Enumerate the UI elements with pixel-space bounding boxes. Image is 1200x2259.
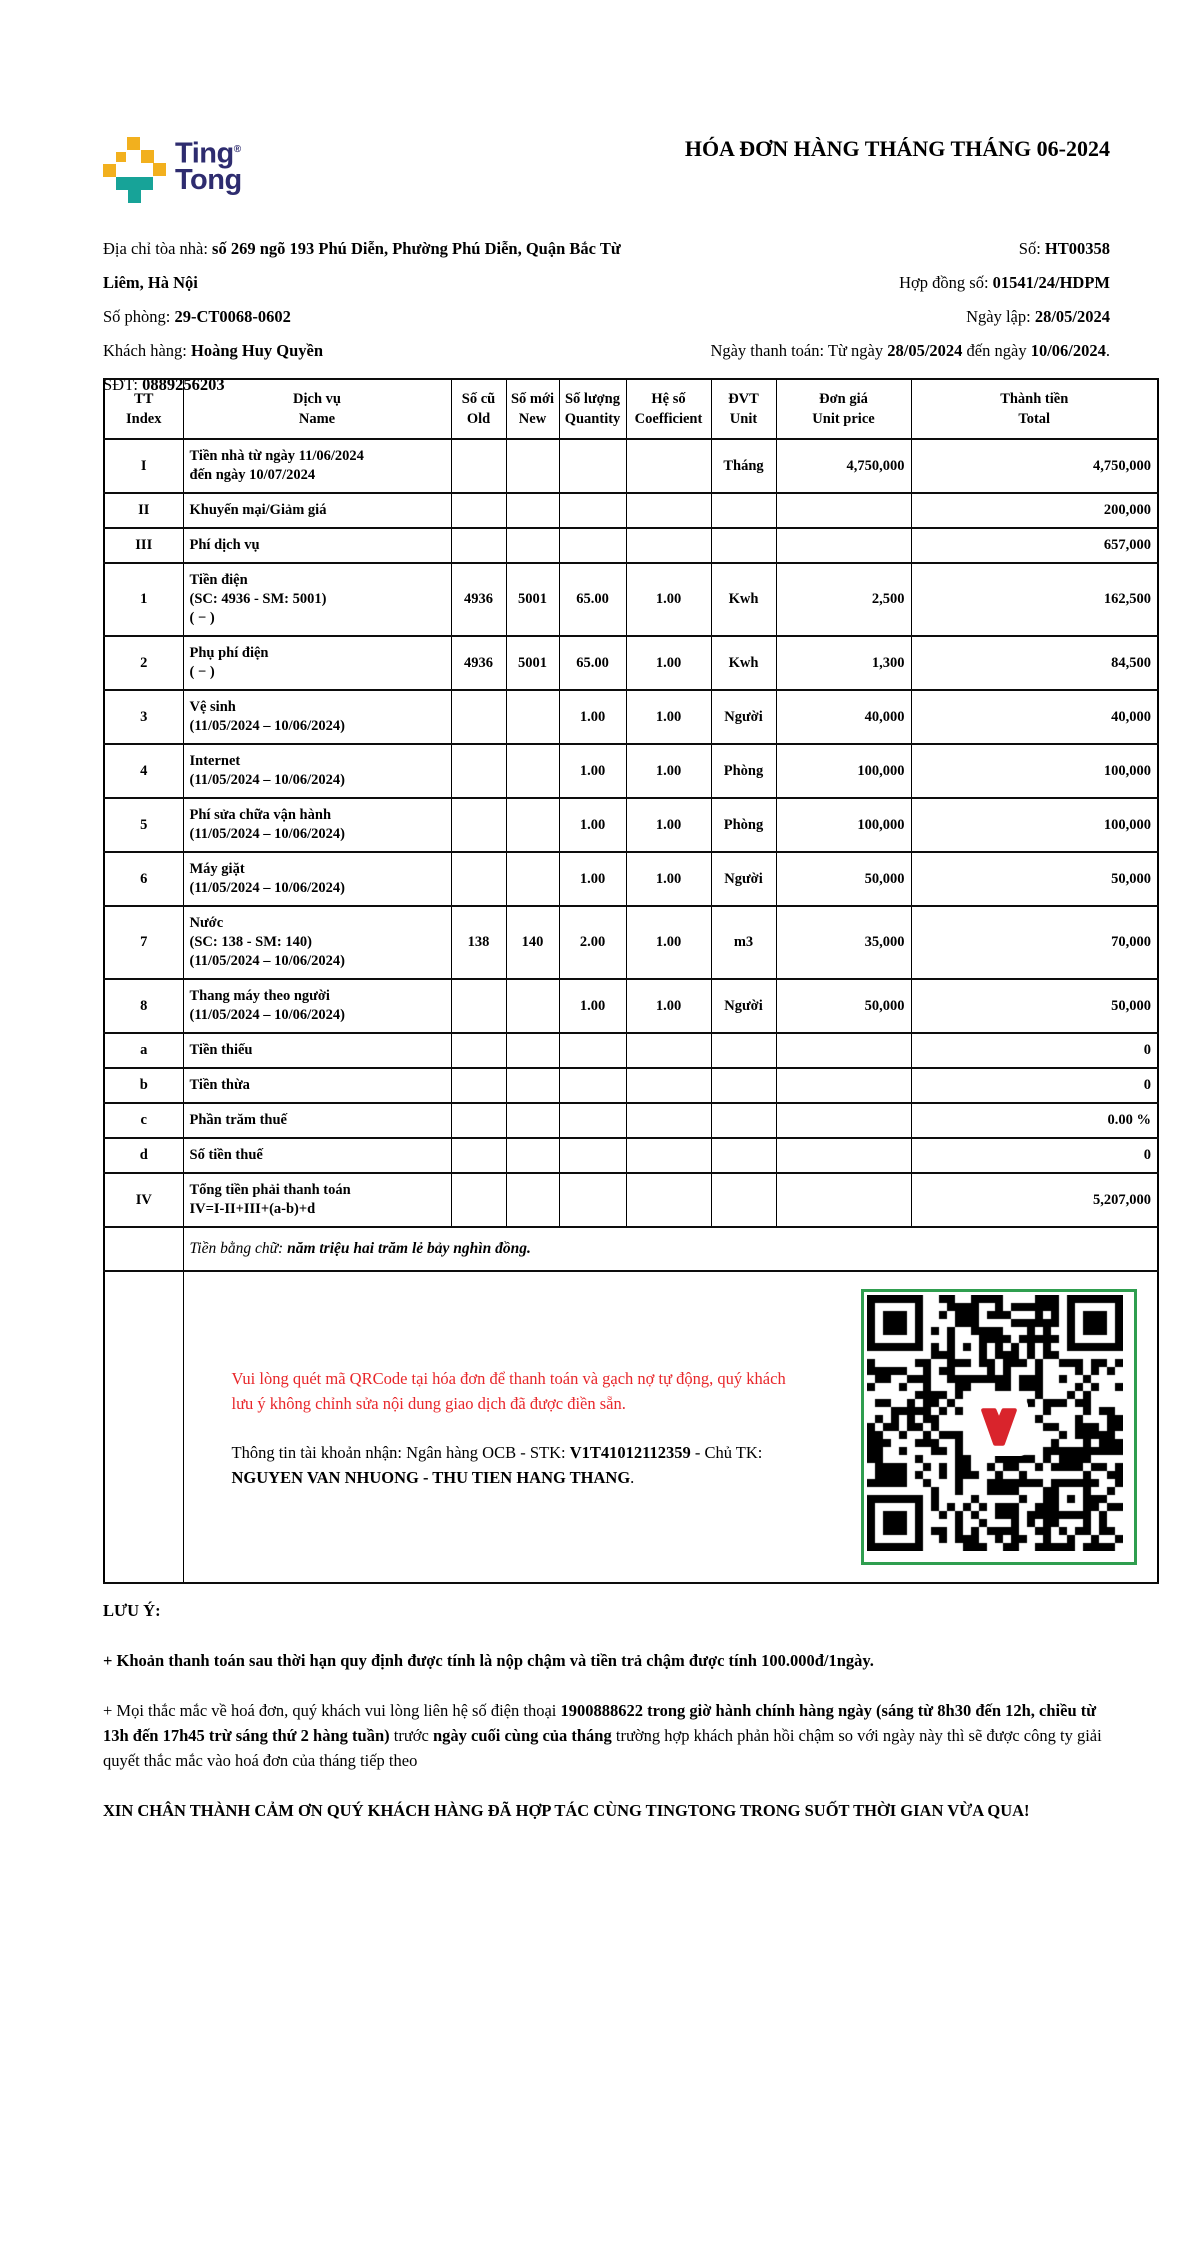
- info-line: Khách hàng: Hoàng Huy Quyền: [103, 341, 324, 360]
- cell-coefficient: [626, 1103, 711, 1138]
- cell-unit-price: [776, 528, 911, 563]
- col-header-quantity: Số lượng Quantity: [559, 379, 626, 439]
- cell-unit: Người: [711, 852, 776, 906]
- cell-old: [451, 852, 506, 906]
- registered-mark: ®: [233, 144, 241, 155]
- cell-quantity: [559, 493, 626, 528]
- cell-old: 4936: [451, 636, 506, 690]
- cell-service-name: Phụ phí điện ( − ): [183, 636, 451, 690]
- cell-unit: [711, 1033, 776, 1068]
- cell-coefficient: 1.00: [626, 744, 711, 798]
- cell-quantity: [559, 1173, 626, 1227]
- cell-old: [451, 798, 506, 852]
- cell-coefficient: 1.00: [626, 798, 711, 852]
- cell-service-name: Tiền điện (SC: 4936 - SM: 5001) ( − ): [183, 563, 451, 636]
- cell-unit: Tháng: [711, 439, 776, 493]
- info-line: Địa chỉ tòa nhà: số 269 ngõ 193 Phú Diễn, Phường Phú Diễn, Quận Bắc Từ Liêm, Hà Nội: [103, 239, 621, 292]
- cell-total: 100,000: [911, 744, 1158, 798]
- cell-old: [451, 1173, 506, 1227]
- invoice-header: [103, 95, 1110, 203]
- info-line: Ngày thanh toán: Từ ngày 28/05/2024 đến ngày 10/06/2024.: [710, 341, 1110, 360]
- cell-old: [451, 744, 506, 798]
- cell-unit-price: [776, 1103, 911, 1138]
- cell-total: 0: [911, 1033, 1158, 1068]
- cell-service-name: Tiền thiếu: [183, 1033, 451, 1068]
- cell-quantity: 1.00: [559, 798, 626, 852]
- cell-new: [506, 1173, 559, 1227]
- note-late-payment: + Khoản thanh toán sau thời hạn quy định được tính là nộp chậm và tiền trả chậm được tính 100.000đ/1ngày.: [103, 1651, 874, 1670]
- cell-old: [451, 493, 506, 528]
- invoice-row-I: [104, 439, 1158, 493]
- cell-new: [506, 528, 559, 563]
- amount-in-words: Tiền bằng chữ: năm triệu hai trăm lẻ bảy nghìn đồng.: [183, 1227, 1158, 1271]
- cell-quantity: 1.00: [559, 744, 626, 798]
- cell-quantity: [559, 1138, 626, 1173]
- payment-instructions: [232, 1366, 792, 1514]
- cell-unit: Phòng: [711, 744, 776, 798]
- col-header-name: Dịch vụ Name: [183, 379, 451, 439]
- col-header-unit-price: Đơn giá Unit price: [776, 379, 911, 439]
- cell-unit-price: [776, 1068, 911, 1103]
- cell-index: d: [104, 1138, 183, 1173]
- cell-unit: [711, 1103, 776, 1138]
- cell-quantity: [559, 528, 626, 563]
- invoice-row-7: [104, 906, 1158, 979]
- cell-service-name: Vệ sinh (11/05/2024 – 10/06/2024): [183, 690, 451, 744]
- cell-unit: Kwh: [711, 636, 776, 690]
- cell-index: 4: [104, 744, 183, 798]
- cell-unit: [711, 1068, 776, 1103]
- cell-index: III: [104, 528, 183, 563]
- cell-unit: Người: [711, 690, 776, 744]
- account-info: Thông tin tài khoản nhận: Ngân hàng OCB - STK: V1T41012112359 - Chủ TK: NGUYEN VAN NHUONG - THU TIEN HANG THANG.: [231, 1443, 763, 1487]
- cell-quantity: 65.00: [559, 636, 626, 690]
- info-line: Số phòng: 29-CT0068-0602: [103, 307, 291, 326]
- cell-unit-price: [776, 1173, 911, 1227]
- cell-index: 5: [104, 798, 183, 852]
- cell-index: 3: [104, 690, 183, 744]
- invoice-row-d: [104, 1138, 1158, 1173]
- cell-new: [506, 439, 559, 493]
- invoice-row-8: [104, 979, 1158, 1033]
- cell-coefficient: 1.00: [626, 979, 711, 1033]
- cell-old: [451, 528, 506, 563]
- cell-old: [451, 690, 506, 744]
- payment-qr-code: [861, 1289, 1137, 1565]
- cell-total: 657,000: [911, 528, 1158, 563]
- cell-quantity: [559, 1103, 626, 1138]
- table-header-row: [104, 379, 1158, 439]
- cell-total: 40,000: [911, 690, 1158, 744]
- cell-quantity: [559, 1068, 626, 1103]
- cell-coefficient: [626, 1138, 711, 1173]
- cell-total: 100,000: [911, 798, 1158, 852]
- cell-old: [451, 439, 506, 493]
- cell-quantity: 1.00: [559, 690, 626, 744]
- cell-unit-price: [776, 1138, 911, 1173]
- info-line: Ngày lập: 28/05/2024: [966, 307, 1110, 326]
- cell-total: 0: [911, 1138, 1158, 1173]
- empty-cell: [104, 1271, 183, 1583]
- tingtong-logo: [103, 95, 242, 203]
- cell-service-name: Máy giặt (11/05/2024 – 10/06/2024): [183, 852, 451, 906]
- cell-old: [451, 979, 506, 1033]
- cell-quantity: 65.00: [559, 563, 626, 636]
- cell-new: [506, 979, 559, 1033]
- cell-unit: m3: [711, 906, 776, 979]
- cell-new: [506, 1033, 559, 1068]
- cell-coefficient: 1.00: [626, 690, 711, 744]
- cell-service-name: Tổng tiền phải thanh toán IV=I-II+III+(a-b)+d: [183, 1173, 451, 1227]
- cell-unit: Kwh: [711, 563, 776, 636]
- info-line: Số: HT00358: [1018, 239, 1110, 258]
- cell-quantity: 1.00: [559, 852, 626, 906]
- cell-old: [451, 1138, 506, 1173]
- col-header-new: Số mới New: [506, 379, 559, 439]
- cell-unit: Phòng: [711, 798, 776, 852]
- cell-total: 4,750,000: [911, 439, 1158, 493]
- cell-index: b: [104, 1068, 183, 1103]
- cell-old: 138: [451, 906, 506, 979]
- cell-new: [506, 690, 559, 744]
- invoice-info: [103, 232, 1110, 402]
- cell-unit-price: 100,000: [776, 744, 911, 798]
- invoice-row-4: [104, 744, 1158, 798]
- cell-index: 6: [104, 852, 183, 906]
- cell-unit-price: 50,000: [776, 979, 911, 1033]
- cell-total: 0.00 %: [911, 1103, 1158, 1138]
- cell-coefficient: 1.00: [626, 906, 711, 979]
- footer-notes: [103, 1598, 1113, 1848]
- cell-total: 200,000: [911, 493, 1158, 528]
- cell-unit-price: [776, 493, 911, 528]
- cell-total: 84,500: [911, 636, 1158, 690]
- cell-unit-price: [776, 1033, 911, 1068]
- col-header-old: Số cũ Old: [451, 379, 506, 439]
- cell-service-name: Số tiền thuế: [183, 1138, 451, 1173]
- cell-old: [451, 1033, 506, 1068]
- cell-old: 4936: [451, 563, 506, 636]
- cell-unit: [711, 528, 776, 563]
- invoice-row-c: [104, 1103, 1158, 1138]
- col-header-total: Thành tiền Total: [911, 379, 1158, 439]
- cell-total: 50,000: [911, 979, 1158, 1033]
- cell-service-name: Phí sửa chữa vận hành (11/05/2024 – 10/06/2024): [183, 798, 451, 852]
- vietqr-v-icon: [970, 1398, 1028, 1456]
- cell-coefficient: [626, 1173, 711, 1227]
- cell-coefficient: [626, 493, 711, 528]
- cell-unit-price: 1,300: [776, 636, 911, 690]
- cell-coefficient: [626, 528, 711, 563]
- cell-new: 5001: [506, 636, 559, 690]
- cell-index: I: [104, 439, 183, 493]
- invoice-row-6: [104, 852, 1158, 906]
- cell-new: [506, 493, 559, 528]
- cell-new: [506, 1068, 559, 1103]
- info-line: SĐT: 0889256203: [103, 375, 225, 394]
- cell-total: 5,207,000: [911, 1173, 1158, 1227]
- tingtong-logo-text: Ting® Tong: [175, 137, 242, 196]
- qr-red-note: Vui lòng quét mã QRCode tại hóa đơn để thanh toán và gạch nợ tự động, quý khách lưu ý không chỉnh sửa nội dung giao dịch đã được điền sẵn.: [231, 1369, 786, 1413]
- thank-you-line: XIN CHÂN THÀNH CẢM ƠN QUÝ KHÁCH HÀNG ĐÃ HỢP TÁC CÙNG TINGTONG TRONG SUỐT THỜI GIAN VỪA QUA!: [103, 1801, 1030, 1820]
- cell-unit: [711, 493, 776, 528]
- cell-index: c: [104, 1103, 183, 1138]
- col-header-coefficient: Hệ số Coefficient: [626, 379, 711, 439]
- cell-coefficient: [626, 439, 711, 493]
- cell-unit: Người: [711, 979, 776, 1033]
- info-line: Hợp đồng số: 01541/24/HDPM: [899, 273, 1110, 292]
- cell-coefficient: 1.00: [626, 563, 711, 636]
- cell-old: [451, 1068, 506, 1103]
- tingtong-logo-icon: [103, 137, 165, 203]
- invoice-info-right: [650, 232, 1110, 402]
- cell-unit-price: 2,500: [776, 563, 911, 636]
- cell-service-name: Phí dịch vụ: [183, 528, 451, 563]
- cell-index: IV: [104, 1173, 183, 1227]
- cell-unit-price: 50,000: [776, 852, 911, 906]
- cell-total: 0: [911, 1068, 1158, 1103]
- cell-new: [506, 798, 559, 852]
- cell-unit-price: 35,000: [776, 906, 911, 979]
- qr-payment-row: [104, 1271, 1158, 1583]
- cell-service-name: Internet (11/05/2024 – 10/06/2024): [183, 744, 451, 798]
- invoice-info-left: [103, 232, 643, 402]
- cell-index: 1: [104, 563, 183, 636]
- invoice-row-3: [104, 690, 1158, 744]
- cell-quantity: [559, 439, 626, 493]
- cell-total: 162,500: [911, 563, 1158, 636]
- cell-new: 140: [506, 906, 559, 979]
- empty-cell: [104, 1227, 183, 1271]
- amount-in-words-row: [104, 1227, 1158, 1271]
- cell-unit: [711, 1173, 776, 1227]
- invoice-row-II: [104, 493, 1158, 528]
- cell-service-name: Nước (SC: 138 - SM: 140) (11/05/2024 – 10/06/2024): [183, 906, 451, 979]
- invoice-row-b: [104, 1068, 1158, 1103]
- cell-service-name: Tiền thừa: [183, 1068, 451, 1103]
- cell-index: 7: [104, 906, 183, 979]
- cell-index: a: [104, 1033, 183, 1068]
- cell-index: II: [104, 493, 183, 528]
- col-header-unit: ĐVT Unit: [711, 379, 776, 439]
- cell-coefficient: 1.00: [626, 636, 711, 690]
- cell-index: 2: [104, 636, 183, 690]
- cell-new: [506, 1138, 559, 1173]
- note-hotline: + Mọi thắc mắc về hoá đơn, quý khách vui lòng liên hệ số điện thoại 1900888622 trong giờ hành chính hàng ngày (sáng từ 8h30 đến 12h, chiều từ 13h đến 17h45 trừ sáng thứ 2 hàng tuần) trước ngày cuối cùng của tháng trường hợp khách phản hồi chậm so với ngày này thì sẽ được công ty giải quyết thắc mắc vào hoá đơn của tháng tiếp theo: [103, 1701, 1102, 1770]
- cell-coefficient: [626, 1033, 711, 1068]
- cell-unit-price: 40,000: [776, 690, 911, 744]
- qr-payment-section: [190, 1289, 1152, 1565]
- cell-coefficient: 1.00: [626, 852, 711, 906]
- cell-index: 8: [104, 979, 183, 1033]
- cell-unit: [711, 1138, 776, 1173]
- invoice-title: HÓA ĐƠN HÀNG THÁNG THÁNG 06-2024: [684, 136, 1110, 161]
- cell-new: [506, 852, 559, 906]
- cell-unit-price: 4,750,000: [776, 439, 911, 493]
- cell-new: [506, 1103, 559, 1138]
- cell-new: [506, 744, 559, 798]
- cell-quantity: 2.00: [559, 906, 626, 979]
- notes-heading: LƯU Ý:: [103, 1601, 161, 1620]
- invoice-row-1: [104, 563, 1158, 636]
- cell-quantity: 1.00: [559, 979, 626, 1033]
- col-header-index: TT Index: [104, 379, 183, 439]
- cell-quantity: [559, 1033, 626, 1068]
- cell-coefficient: [626, 1068, 711, 1103]
- cell-unit-price: 100,000: [776, 798, 911, 852]
- invoice-row-IV: [104, 1173, 1158, 1227]
- cell-service-name: Phần trăm thuế: [183, 1103, 451, 1138]
- cell-service-name: Khuyến mại/Giảm giá: [183, 493, 451, 528]
- cell-old: [451, 1103, 506, 1138]
- cell-total: 50,000: [911, 852, 1158, 906]
- invoice-row-III: [104, 528, 1158, 563]
- cell-new: 5001: [506, 563, 559, 636]
- cell-service-name: Tiền nhà từ ngày 11/06/2024 đến ngày 10/07/2024: [183, 439, 451, 493]
- invoice-row-a: [104, 1033, 1158, 1068]
- invoice-row-2: [104, 636, 1158, 690]
- invoice-table: [103, 378, 1159, 1584]
- cell-service-name: Thang máy theo người (11/05/2024 – 10/06/2024): [183, 979, 451, 1033]
- invoice-row-5: [104, 798, 1158, 852]
- cell-total: 70,000: [911, 906, 1158, 979]
